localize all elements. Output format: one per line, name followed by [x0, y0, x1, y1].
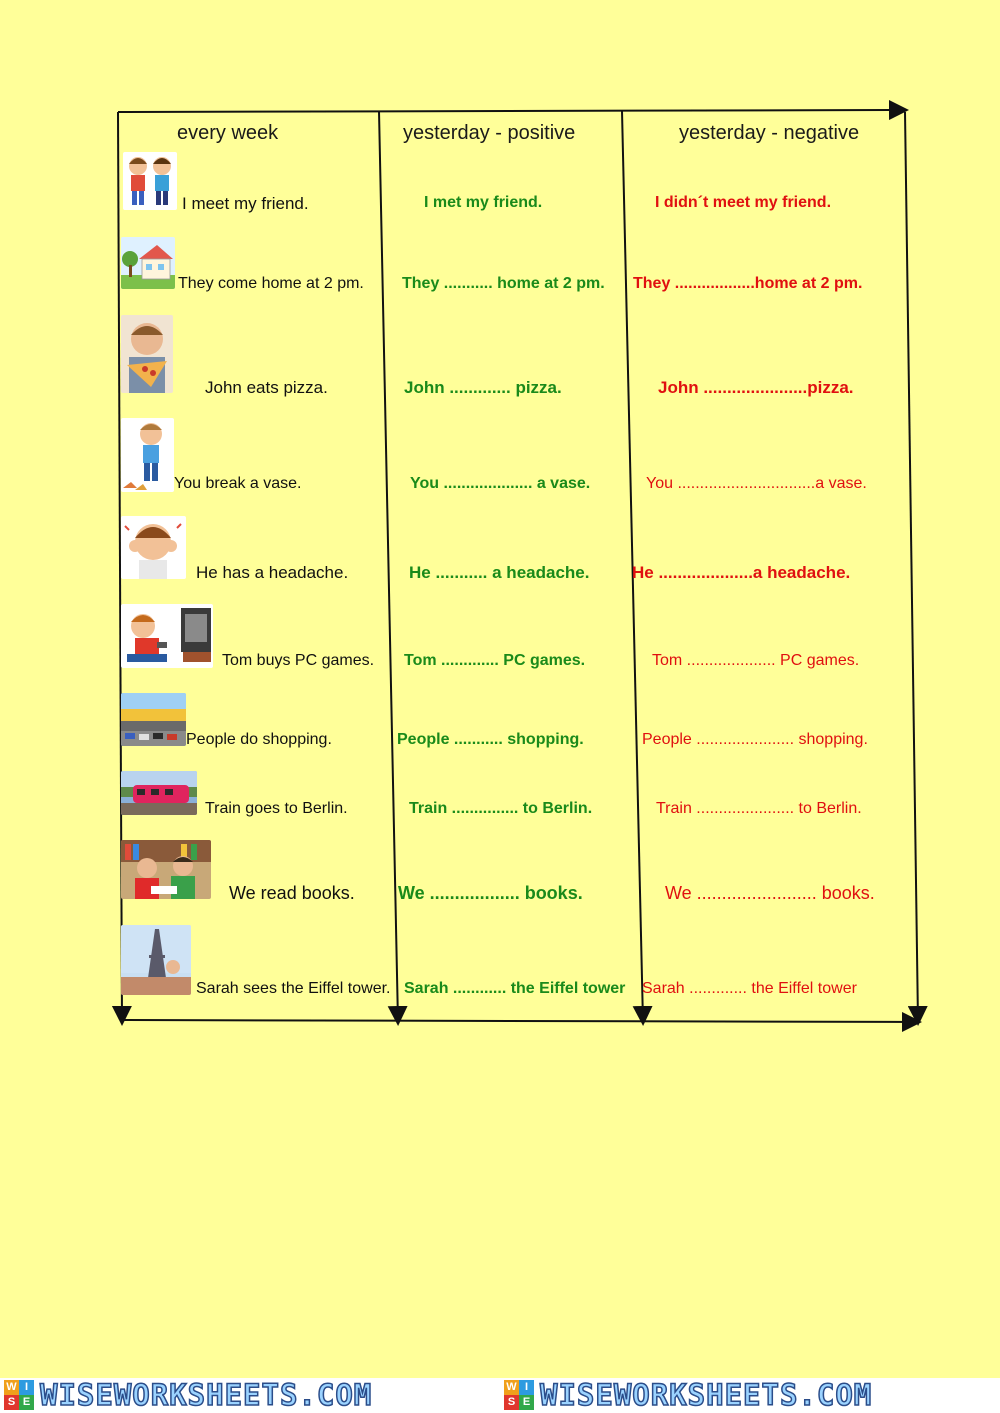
- headache-boy-icon: [121, 516, 186, 579]
- row-4-base: You break a vase.: [174, 475, 302, 492]
- row-2-negative: They ..................home at 2 pm.: [633, 275, 863, 292]
- friends-icon: [123, 152, 177, 210]
- row-10-negative: Sarah ............. the Eiffel tower: [642, 980, 857, 997]
- row-9-negative: We ........................ books.: [665, 883, 875, 903]
- row-9-positive: We .................. books.: [398, 883, 583, 903]
- row-8-positive: Train ............... to Berlin.: [409, 800, 593, 817]
- row-3-positive: John ............. pizza.: [404, 378, 562, 397]
- row-1-negative: I didn´t meet my friend.: [655, 194, 832, 211]
- header-every-week: every week: [177, 122, 279, 144]
- row-5-negative: He ....................a headache.: [632, 563, 851, 582]
- pizza-boy-icon: [121, 315, 173, 393]
- row-1-base: I meet my friend.: [182, 194, 309, 213]
- row-7-positive: People ........... shopping.: [397, 731, 584, 748]
- row-6-positive: Tom ............. PC games.: [404, 652, 586, 669]
- footer-brand-text: WISEWORKSHEETS.COM: [40, 1378, 373, 1412]
- footer-logo-1[interactable]: [4, 1380, 372, 1410]
- row-5-positive: He ........... a headache.: [409, 563, 590, 582]
- row-7-negative: People ...................... shopping.: [642, 731, 868, 748]
- brand-mark-icon: W I S E: [4, 1380, 34, 1410]
- house-icon: [121, 237, 175, 289]
- shopping-mall-icon: [121, 693, 186, 746]
- reading-kids-icon: [121, 840, 211, 899]
- header-yesterday-negative: yesterday - negative: [679, 122, 860, 144]
- row-5-base: He has a headache.: [196, 563, 349, 582]
- row-1-positive: I met my friend.: [424, 194, 543, 211]
- train-icon: [121, 771, 197, 815]
- row-6-negative: Tom .................... PC games.: [652, 652, 860, 669]
- row-3-base: John eats pizza.: [205, 378, 328, 397]
- row-6-base: Tom buys PC games.: [222, 652, 375, 669]
- brand-mark-icon: W I S E: [504, 1380, 534, 1410]
- row-8-negative: Train ...................... to Berlin.: [656, 800, 862, 817]
- gamer-boy-icon: [121, 604, 213, 668]
- footer-brand-text: WISEWORKSHEETS.COM: [540, 1378, 873, 1412]
- broken-vase-icon: [121, 418, 174, 492]
- row-8-base: Train goes to Berlin.: [205, 800, 348, 817]
- eiffel-tower-icon: [121, 925, 191, 995]
- header-yesterday-positive: yesterday - positive: [403, 122, 576, 144]
- footer-logo-2[interactable]: [504, 1380, 872, 1410]
- row-2-base: They come home at 2 pm.: [178, 275, 364, 292]
- row-2-positive: They ........... home at 2 pm.: [402, 275, 605, 292]
- row-10-base: Sarah sees the Eiffel tower.: [196, 980, 391, 997]
- row-4-negative: You ...............................a vase.: [646, 475, 867, 492]
- row-7-base: People do shopping.: [186, 731, 332, 748]
- row-9-base: We read books.: [229, 883, 355, 903]
- row-10-positive: Sarah ............ the Eiffel tower: [404, 980, 626, 997]
- row-3-negative: John ......................pizza.: [658, 378, 854, 397]
- row-4-positive: You .................... a vase.: [410, 475, 591, 492]
